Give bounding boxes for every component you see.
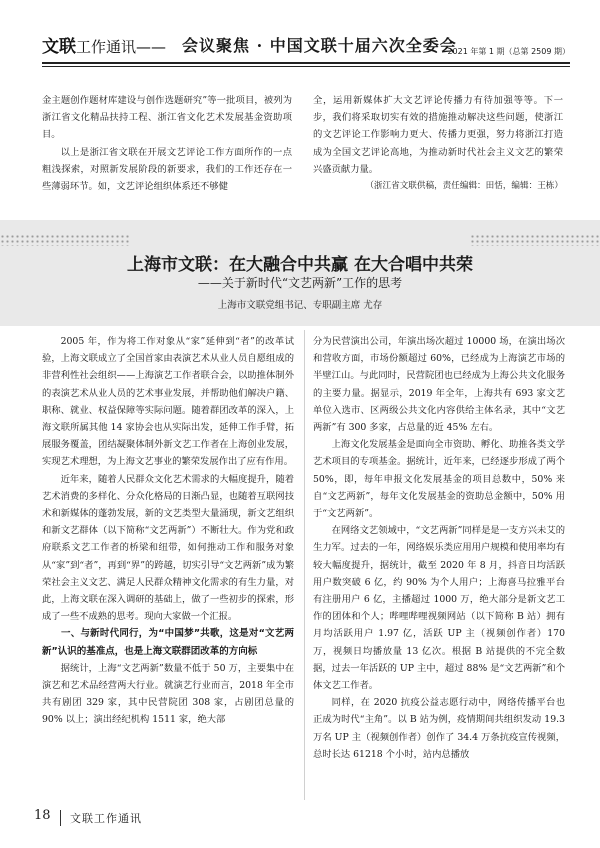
paragraph: 全，运用新媒体扩大文艺评论传播力有待加强等等。下一步，我们将采取切实有效的措施推动解决这些问题，使浙江的文艺评论工作影响力更大、传播力更强，努力将浙江打造成为全国文艺评论高地，为推动新时代社会主义文艺的繁荣兴盛贡献力量。	[313, 95, 563, 175]
paragraph: 分为民营演出公司，年演出场次超过 10000 场，在演出场次和营收方面，市场份额超过 60%，已经成为上海演艺市场的半壁江山。与此同时，民营院团也已经成为上海公共文化服务的主要力量。据显示，2019 年全年，上海共有 693 家文艺单位入选市、区两级公共文化内容供给主体名录，其中“文艺两新”有 300 多家，占总量的近 45% 左右。	[313, 336, 565, 434]
article-subtitle: ——关于新时代“文艺两新”工作的思考	[197, 276, 403, 290]
article-left-column	[42, 333, 294, 729]
paragraph: 据统计，上海“文艺两新”数量不低于 50 万，主要集中在演艺和艺术品经营两大行业。就演艺行业而言，2018 年全市共有剧团 329 家，其中民营院团 308 家，占剧团总量的 90% 以上；演出经纪机构 1511 家，绝大部	[42, 662, 294, 726]
top-right-column	[313, 92, 563, 195]
article-title: 上海市文联：在大融合中共赢 在大合唱中共荣	[127, 255, 473, 275]
page-header	[42, 32, 570, 60]
header-rule-thin	[42, 66, 570, 67]
masthead-subtitle: 工作通讯——	[76, 38, 167, 56]
footer-divider	[60, 810, 61, 826]
masthead	[42, 32, 166, 57]
editor-credit: （浙江省文联供稿，责任编辑：田恬，编辑：王栋）	[365, 181, 563, 192]
article-author: 上海市文联党组书记、专职副主席 尤存	[217, 300, 383, 311]
paragraph: 金主题创作题材库建设与创作选题研究”等一批项目，被列为浙江省文化精品扶持工程、浙江省文化艺术发展基金资助项目。	[42, 95, 292, 141]
decorative-dots	[0, 234, 130, 246]
footer-publication-name: 文联工作通讯	[70, 812, 142, 825]
paragraph: 在网络文艺领域中，“文艺两新”同样是是一支方兴未艾的生力军。过去的一年，网络娱乐类应用用户规模和使用率均有较大幅度提升，据统计，截至 2020 年 8 月，抖音日均活跃用户数突破 6 亿，约 90% 为个人用户；上海喜马拉雅平台有注册用户 6 亿，主播超过 1000 万，绝大部分是新文艺工作的团体和个人；哔哩哔哩视频网站（以下简称 B 站）拥有月均活跃用户 1.97 亿，活跃 UP 主（视频创作者）170 万，视频日均播放量 13 亿次。根据 B 站提供的不完全数据，过去一年活跃的 UP 主中，超过 88% 是“文艺两新”和个体文艺工作者。	[313, 525, 565, 692]
paragraph: 2005 年，作为将工作对象从“家”延伸到“者”的改革试验，上海文联成立了全国首家由表演艺术从业人员自愿组成的非营利性社会组织——上海演艺工作者联合会，以助推体制外的表演艺术从业人员的艺术事业发展，并帮助他们解决户籍、职称、就业、权益保障等实际问题。随着群团改革的深入，上海文联所属其他 14 家协会也从实际出发，延伸工作手臂，拓展服务覆盖，团结凝聚体制外新文艺工作者在上海创业发展，实现艺术理想，为上海文艺事业的繁荣发展作出了应有作用。	[42, 336, 294, 468]
section-heading: 一、与新时代同行，为“中国梦”共歌，这是对“文艺两新”认识的基准点，也是上海文联群团改革的方向标	[42, 628, 294, 657]
paragraph: 同样，在 2020 抗疫公益志愿行动中，网络传播平台也正成为时代“主角”。以 B 站为例，疫情期间共组织发动 19.3 万名 UP 主（视频创作者）创作了 34.4 万条抗疫宣传视频，总时长达 61218 个小时，站内总播放	[313, 697, 565, 760]
page-number: 18	[34, 808, 51, 823]
paragraph: 以上是浙江省文联在开展文艺评论工作方面所作的一点粗浅探索，对照新发展阶段的新要求，我们的工作还存在一些薄弱环节。如，文艺评论组织体系还不够健	[42, 146, 292, 193]
column-title: 会议聚焦 · 中国文联十届六次全委会	[182, 36, 457, 55]
header-rule	[42, 62, 570, 64]
masthead-brand: 文联	[42, 37, 76, 57]
top-left-column	[42, 92, 292, 195]
article-right-column	[313, 333, 565, 763]
issue-number: 2021 年第 1 期（总第 2509 期）	[447, 47, 570, 56]
decorative-dots	[470, 234, 600, 246]
column-divider	[304, 330, 305, 800]
paragraph: 上海文化发展基金是面向全市资助、孵化、助推各类文学艺术项目的专项基金。据统计，近年来，已经逐步形成了两个 50%，即，每年申报文化发展基金的项目总数中，50% 来自“文艺两新”，每年文化发展基金的资助总金额中，50% 用于“文艺两新”。	[313, 439, 565, 520]
paragraph: 近年来，随着人民群众文化艺术需求的大幅度提升，随着艺术消费的多样化、分众化格局的日渐凸显，也随着互联网技术和新媒体的蓬勃发展，新的文艺类型大量涌现，新文艺组织和新文艺群体（以下简称“文艺两新”）不断壮大。作为党和政府联系文艺工作者的桥梁和纽带，如何推动工作和服务对象从“家”到“者”，再到“界”的跨越，切实引导“文艺两新”成为繁荣社会主义文艺、满足人民群众精神文化需求的有生力量，对此，上海文联在深入调研的基础上，做了一些初步的探索，形成了一些不成熟的思考。现向大家做一个汇报。	[42, 473, 294, 623]
